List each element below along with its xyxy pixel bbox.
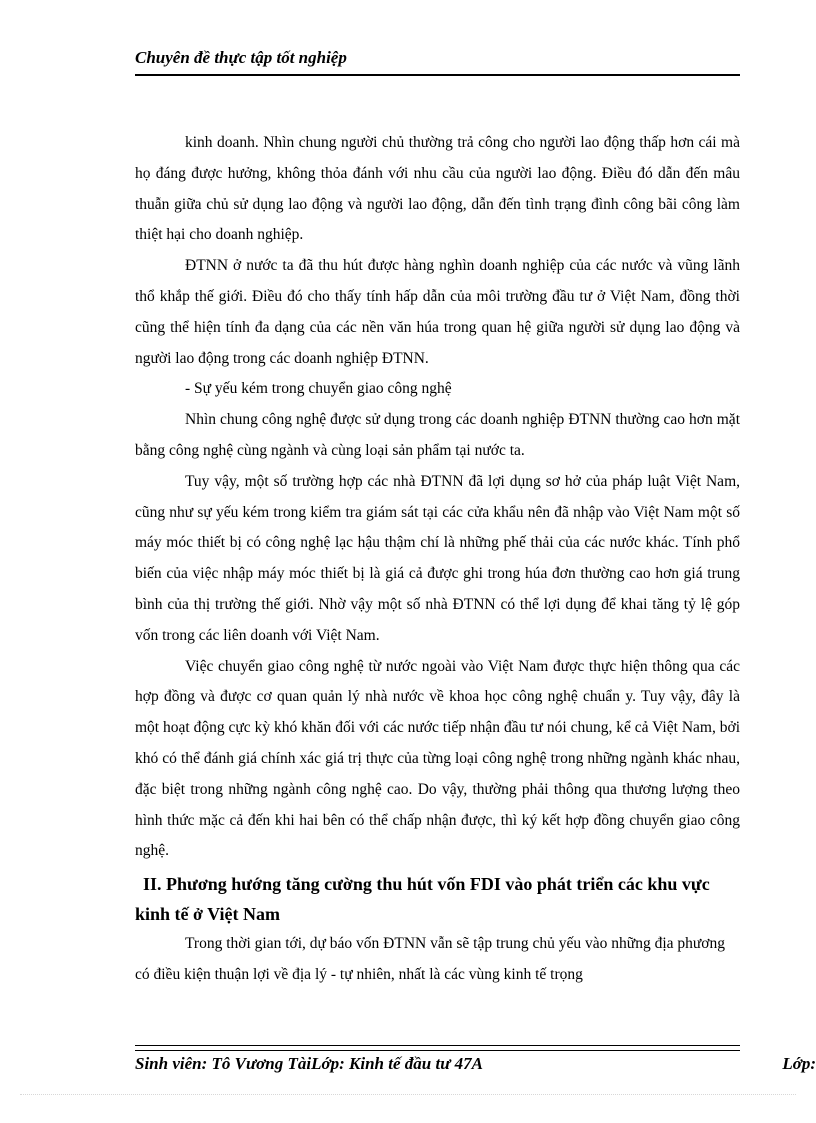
paragraph: kinh doanh. Nhìn chung người chủ thường trả công cho người lao động thấp hơn cái mà họ đáng được hưởng, không thỏa đánh với nhu cầu của người lao động. Điều đó dẫn đến mâu thuẫn giữa chủ sử dụng lao động và người lao động, dẫn đến tình trạng đình công bãi công làm thiệt hại cho doanh nghiệp. — [135, 134, 740, 244]
footer-class-label: Lớp: — [782, 1054, 816, 1073]
header-title: Chuyên đề thực tập tốt nghiệp — [135, 48, 347, 67]
paragraph: Việc chuyển giao công nghệ từ nước ngoài vào Việt Nam được thực hiện thông qua các hợp đồng và được cơ quan quản lý nhà nước về khoa học công nghệ chuẩn y. Tuy vậy, đây là một hoạt động cực kỳ khó khăn đối với các nước tiếp nhận đầu tư nói chung, kể cả Việt Nam, bởi khó có thể đánh giá chính xác giá trị thực của từng loại công nghệ trong những ngành khác nhau, đặc biệt trong những ngành công nghệ cao. Do vậy, thường phải thông qua thương lượng theo hình thức mặc cả đến khi hai bên có thể chấp nhận được, thì ký kết hợp đồng chuyển giao công nghệ. — [135, 657, 740, 860]
page-header — [135, 48, 740, 76]
footer-divider — [135, 1045, 740, 1051]
page-bottom-border — [20, 1094, 796, 1095]
section-heading: II. Phương hướng tăng cường thu hút vốn FDI vào phát triển các khu vực kinh tế ở Việt Nam — [135, 874, 710, 925]
footer-student: Sinh viên: Tô Vương TàiLớp: Kinh tế đầu tư 47A — [135, 1054, 483, 1073]
paragraph: Nhìn chung công nghệ được sử dụng trong các doanh nghiệp ĐTNN thường cao hơn mặt bằng công nghệ cùng ngành và cùng loại sản phẩm tại nước ta. — [135, 411, 740, 459]
page-footer — [135, 1054, 816, 1080]
page-body — [135, 128, 740, 991]
paragraph: Trong thời gian tới, dự báo vốn ĐTNN vẫn sẽ tập trung chủ yếu vào những địa phương có điều kiện thuận lợi về địa lý - tự nhiên, nhất là các vùng kinh tế trọng — [135, 935, 725, 983]
paragraph: ĐTNN ở nước ta đã thu hút được hàng nghìn doanh nghiệp của các nước và vũng lãnh thổ khắp thế giới. Điều đó cho thấy tính hấp dẫn của môi trường đầu tư ở Việt Nam, đồng thời cũng thể hiện tính đa dạng của các nền văn húa trong quan hệ giữa người sử dụng lao động và người lao động trong các doanh nghiệp ĐTNN. — [135, 257, 740, 367]
paragraph: Tuy vậy, một số trường hợp các nhà ĐTNN đã lợi dụng sơ hở của pháp luật Việt Nam, cũng như sự yếu kém trong kiểm tra giám sát tại các cửa khẩu nên đã nhập vào Việt Nam một số máy móc thiết bị có công nghệ lạc hậu thậm chí là những phế thải của các nước khác. Tính phổ biến của việc nhập máy móc thiết bị là giá cả được ghi trong húa đơn thường cao hơn giá trung bình của thị trường thế giới. Nhờ vậy một số nhà ĐTNN có thể lợi dụng để khai tăng tỷ lệ góp vốn trong các liên doanh với Việt Nam. — [135, 472, 740, 644]
list-item: - Sự yếu kém trong chuyển giao công nghệ — [185, 380, 452, 398]
